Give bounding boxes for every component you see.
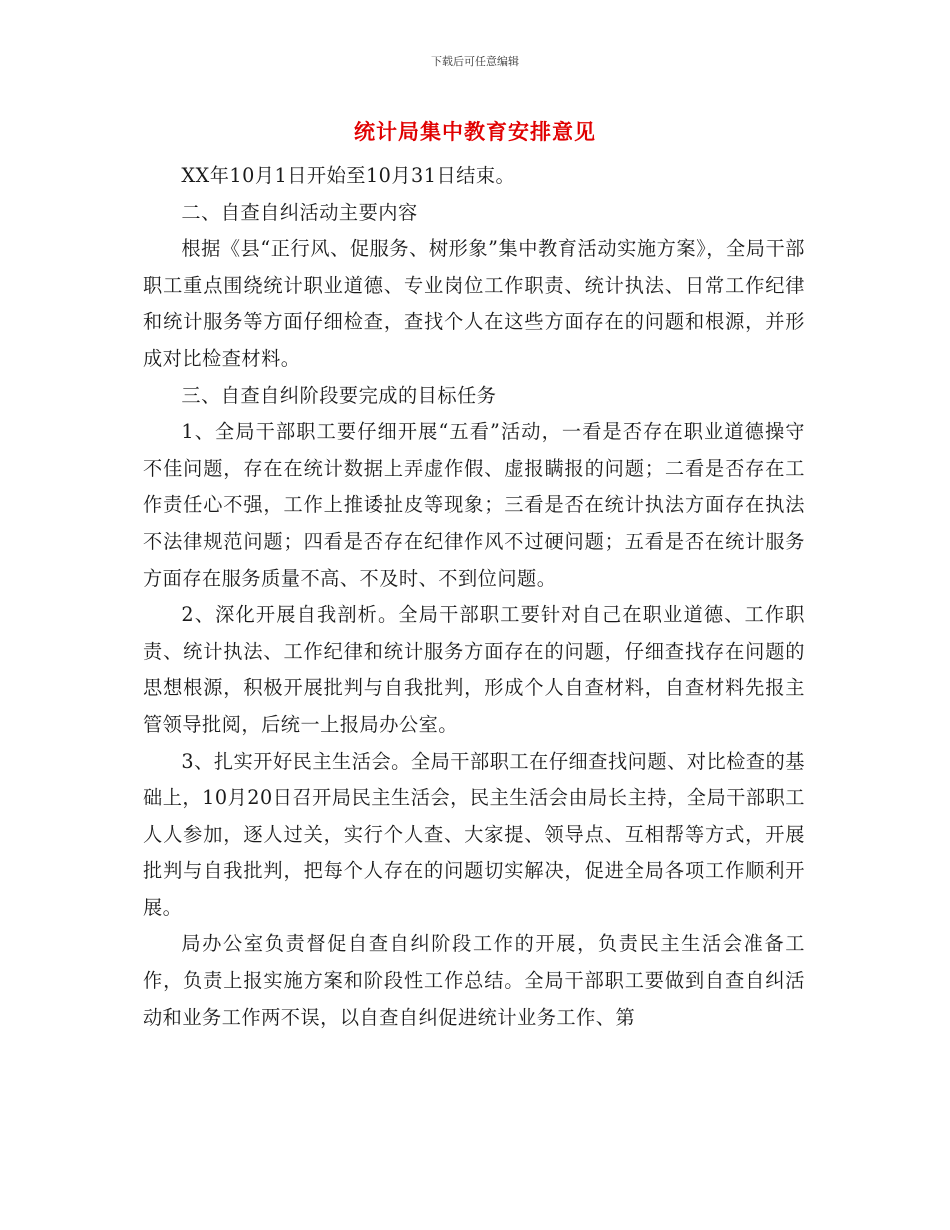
paragraph-office-duty: 局办公室负责督促自查自纠阶段工作的开展，负责民主生活会准备工作，负责上报实施方案和阶段性工作总结。全局干部职工要做到自查自纠活动和业务工作两不误，以自查自纠促进统计业务工作、第 (143, 932, 805, 1029)
document-title: 统计局集中教育安排意见 (354, 120, 596, 144)
paragraph-task-3: 3、扎实开好民主生活会。全局干部职工在仔细查找问题、对比检查的基础上，10月20日召开局民主生活会，民主生活会由局长主持，全局干部职工人人参加，逐人过关，实行个人查、大家提、领导点、互相帮等方式，开展批判与自我批判，把每个人存在的问题切实解决，促进全局各项工作顺利开展。 (143, 749, 805, 919)
paragraph-task-1: 1、全局干部职工要仔细开展“五看”活动，一看是否存在职业道德操守不佳问题，存在在统计数据上弄虚作假、虚报瞒报的问题；二看是否存在工作责任心不强，工作上推诿扯皮等现象；三看是否在统计执法方面存在执法不法律规范问题；四看是否存在纪律作风不过硬问题；五看是否在统计服务方面存在服务质量不高、不及时、不到位问题。 (143, 420, 805, 590)
paragraph-content: 根据《县“正行风、促服务、树形象”集中教育活动实施方案》，全局干部职工重点围绕统计职业道德、专业岗位工作职责、统计执法、日常工作纪律和统计服务等方面仔细检查，查找个人在这些方面存在的问题和根源，并形成对比检查材料。 (143, 237, 805, 370)
paragraph-date-range: XX年10月1日开始至10月31日结束。 (181, 164, 516, 187)
section-heading-2: 二、自查自纠活动主要内容 (181, 200, 418, 224)
page-header-note: 下载后可任意编辑 (431, 55, 519, 68)
section-heading-3: 三、自查自纠阶段要完成的目标任务 (181, 383, 497, 407)
document-body (143, 158, 805, 1036)
paragraph-task-2: 2、深化开展自我剖析。全局干部职工要针对自己在职业道德、工作职责、统计执法、工作纪律和统计服务方面存在的问题，仔细查找存在问题的思想根源，积极开展批判与自我批判，形成个人自查材料，自查材料先报主管领导批阅，后统一上报局办公室。 (143, 603, 805, 736)
